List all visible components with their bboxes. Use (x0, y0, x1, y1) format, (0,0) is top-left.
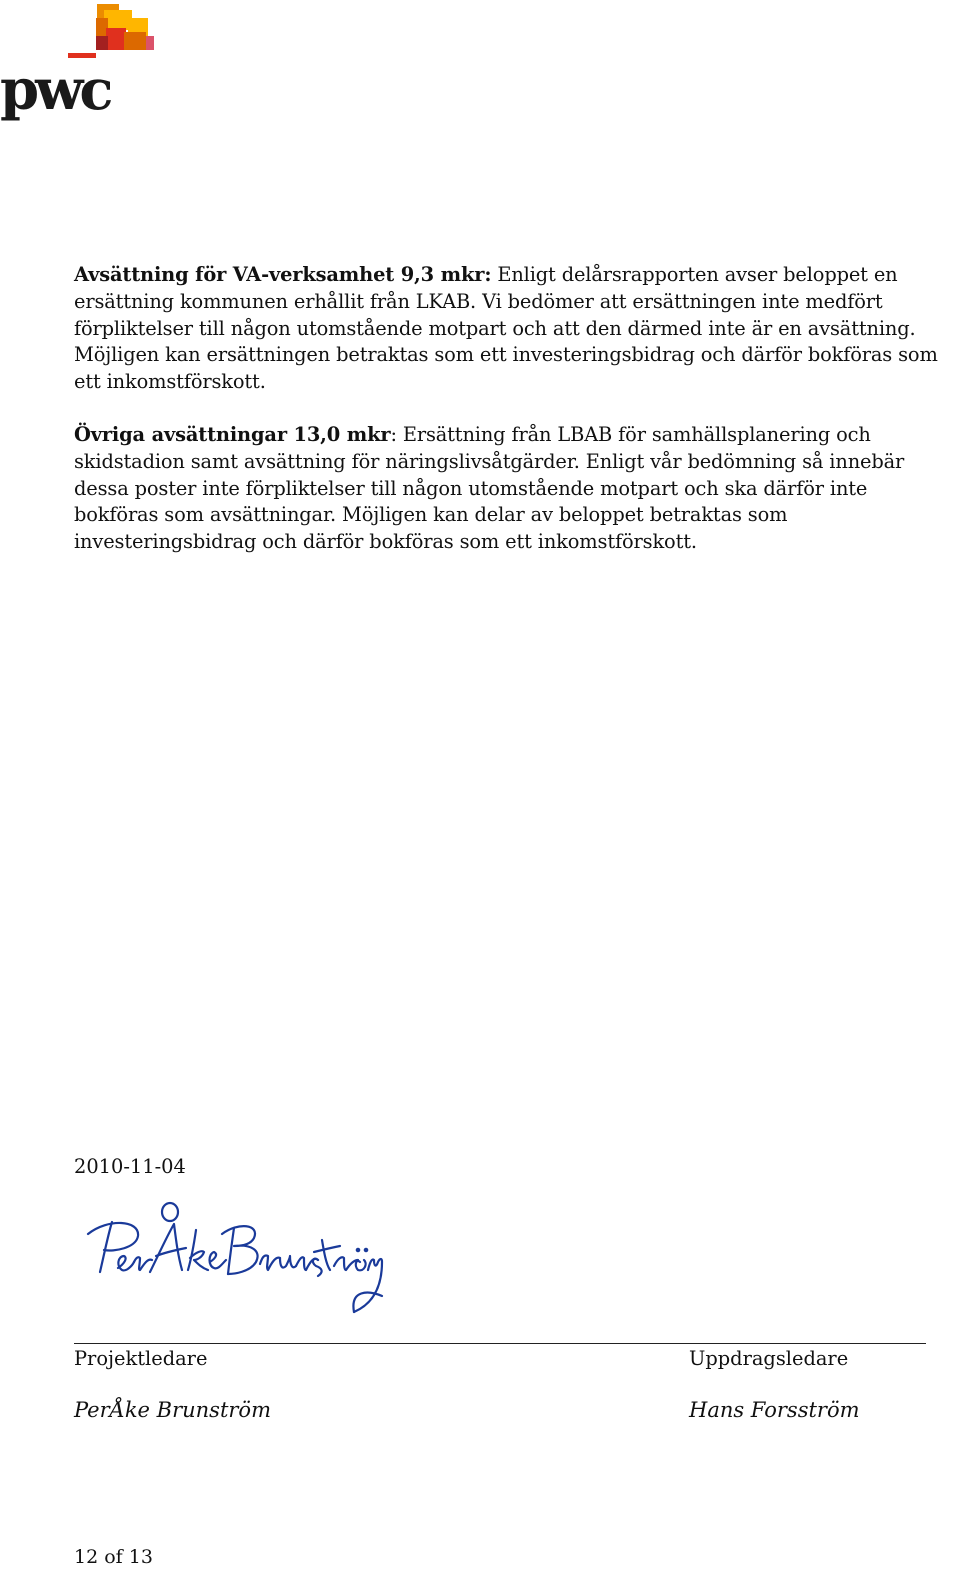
page-number: 12 of 13 (74, 1546, 153, 1568)
paragraph-body: : Ersättning från LBAB för samhällsplanering och skidstadion samt avsättning för näringslivsåtgärder. Enligt vår bedömning så innebär dessa poster inte förpliktelser till någon utomstående motpart och ska därför inte bokföras som avsättningar. Möjligen kan delar av beloppet betraktas som investeringsbidrag och därför bokföras som ett inkomstförskott. (74, 422, 905, 554)
paragraph-ovriga-avsattningar (74, 422, 954, 556)
document-body (74, 262, 954, 582)
handwritten-signature (78, 1200, 398, 1320)
name-projektledare: PerÅke Brunström (74, 1398, 271, 1422)
paragraph-va-verksamhet (74, 262, 954, 396)
paragraph-heading: Avsättning för VA-verksamhet 9,3 mkr: (74, 263, 492, 286)
svg-text:pwc: pwc (0, 57, 110, 123)
role-uppdragsledare: Uppdragsledare (689, 1347, 849, 1370)
name-uppdragsledare: Hans Forsström (689, 1398, 860, 1422)
pwc-logo-graphic (0, 0, 160, 125)
document-date: 2010-11-04 (74, 1155, 186, 1178)
paragraph-body: Enligt delårsrapporten avser beloppet en ersättning kommunen erhållit från LKAB. Vi bedömer att ersättningen inte medfört förpliktelser till någon utomstående motpart och att den därmed inte är en avsättning. Möjligen kan ersättningen betraktas som ett investeringsbidrag och därför bokföras som ett inkomstförskott. (74, 263, 938, 394)
paragraph-heading: Övriga avsättningar 13,0 mkr (74, 422, 391, 446)
pwc-logo (0, 0, 160, 125)
signature-line (74, 1343, 926, 1344)
role-projektledare: Projektledare (74, 1347, 208, 1370)
